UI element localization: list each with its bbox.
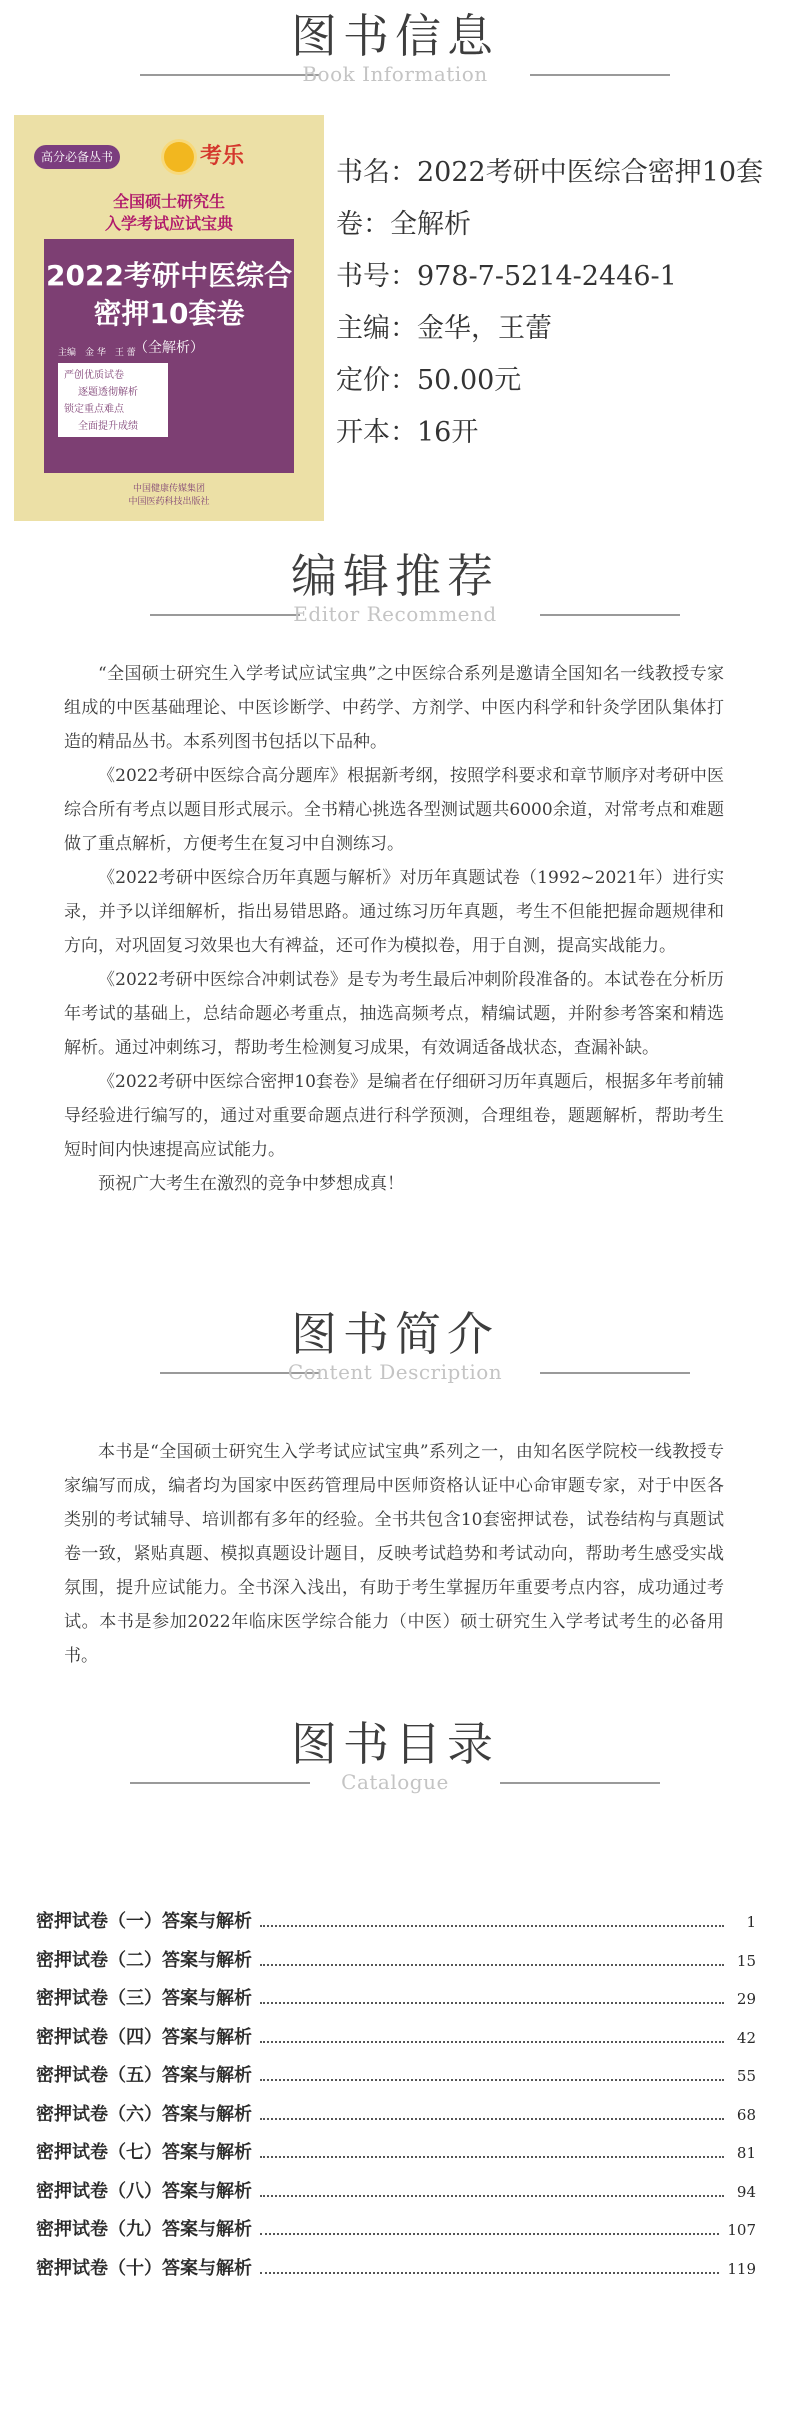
paragraph: 《2022考研中医综合高分题库》根据新考纲，按照学科要求和章节顺序对考研中医综合所有考点以题目形式展示。全书精心挑选各型测试题共6000余道，对常考点和难题做了重点解析，方便考生在复习中自测练习。 bbox=[64, 766, 724, 854]
section-header-content-description bbox=[0, 1306, 790, 1396]
catalogue-item[interactable] bbox=[36, 1980, 756, 2019]
paragraph: 预祝广大考生在激烈的竞争中梦想成真！ bbox=[98, 1174, 404, 1194]
catalogue-item-label: 密押试卷（四）答案与解析 bbox=[36, 2026, 252, 2048]
paragraph: 《2022考研中医综合冲刺试卷》是专为考生最后冲刺阶段准备的。本试卷在分析历年考试的基础上，总结命题必考重点，抽选高频考点，精编试题，并附参考答案和精选解析。通过冲刺练习，帮助考生检测复习成果，有效调适备战状态，查漏补缺。 bbox=[64, 970, 724, 1058]
section-subtitle: Content Description bbox=[287, 1360, 503, 1384]
editor-recommend-text bbox=[64, 657, 724, 1201]
catalogue-item-page: 1 bbox=[746, 1913, 756, 1931]
leader-dots bbox=[260, 2272, 719, 2274]
catalogue-item-label: 密押试卷（二）答案与解析 bbox=[36, 1949, 252, 1971]
leader-dots bbox=[260, 2041, 724, 2043]
section-title: 图书信息 bbox=[291, 9, 499, 63]
section-subtitle: Catalogue bbox=[341, 1770, 449, 1794]
book-isbn: 书号：978-7-5214-2446-1 bbox=[336, 261, 677, 292]
catalogue-item[interactable] bbox=[36, 2173, 756, 2212]
leader-dots bbox=[260, 2079, 724, 2081]
catalogue-item-page: 29 bbox=[736, 1990, 756, 2008]
cover-publisher: 中国健康传媒集团 中国医药科技出版社 bbox=[128, 484, 210, 507]
section-title: 图书目录 bbox=[291, 1717, 499, 1771]
book-editors: 主编：金华，王蕾 bbox=[336, 313, 552, 344]
book-name: 书名：2022考研中医综合密押10套卷：全解析 bbox=[336, 157, 764, 240]
section-subtitle: Editor Recommend bbox=[293, 602, 497, 626]
sun-icon bbox=[164, 142, 194, 172]
cover-features: 严创优质试卷 逐题透彻解析 锁定重点难点 全面提升成绩 bbox=[58, 363, 168, 437]
catalogue-list bbox=[36, 1903, 756, 2288]
catalogue-item[interactable] bbox=[36, 1942, 756, 1981]
catalogue-item[interactable] bbox=[36, 1903, 756, 1942]
section-title: 编辑推荐 bbox=[291, 549, 499, 603]
catalogue-item-page: 55 bbox=[736, 2067, 756, 2085]
catalogue-item-label: 密押试卷（三）答案与解析 bbox=[36, 1988, 252, 2009]
catalogue-item[interactable] bbox=[36, 2250, 756, 2289]
catalogue-item-label: 密押试卷（六）答案与解析 bbox=[36, 2103, 252, 2125]
leader-dots bbox=[260, 1964, 724, 1966]
book-cover bbox=[14, 115, 324, 521]
paragraph: “全国硕士研究生入学考试应试宝典”之中医综合系列是邀请全国知名一线教授专家组成的中医基础理论、中医诊断学、中药学、方剂学、中医内科学和针灸学团队集体打造的精品丛书。本系列图书包括以下品种。 bbox=[64, 664, 724, 752]
paragraph: 本书是“全国硕士研究生入学考试应试宝典”系列之一，由知名医学院校一线教授专家编写而成，编者均为国家中医药管理局中医师资格认证中心命审题专家，对于中医各类别的考试辅导、培训都有多年的经验。全书共包含10套密押试卷，试卷结构与真题试卷一致，紧贴真题、模拟真题设计题目，反映考试趋势和考试动向，帮助考生感受实战氛围，提升应试能力。全书深入浅出，有助于考生掌握历年重要考点内容，成功通过考试。本书是参加2022年临床医学综合能力（中医）硕士研究生入学考试考生的必备用书。 bbox=[64, 1442, 724, 1666]
catalogue-item[interactable] bbox=[36, 2019, 756, 2058]
cover-editors: 主编 金 华 王 蕾 bbox=[58, 348, 136, 358]
catalogue-item-page: 68 bbox=[736, 2105, 756, 2124]
cover-badge: 高分必备丛书 bbox=[34, 145, 120, 169]
catalogue-item-page: 94 bbox=[736, 2182, 756, 2201]
cover-plate bbox=[44, 239, 294, 473]
section-header-book-info bbox=[0, 8, 790, 98]
leader-dots bbox=[260, 2195, 724, 2197]
catalogue-item-label: 密押试卷（七）答案与解析 bbox=[36, 2142, 252, 2163]
book-details bbox=[336, 147, 786, 459]
catalogue-item-label: 密押试卷（十）答案与解析 bbox=[36, 2257, 252, 2279]
leader-dots bbox=[260, 2002, 724, 2004]
section-title: 图书简介 bbox=[291, 1307, 499, 1361]
publisher-logo: 考乐 bbox=[164, 137, 294, 177]
catalogue-item-label: 密押试卷（五）答案与解析 bbox=[36, 2065, 252, 2086]
paragraph: 《2022考研中医综合历年真题与解析》对历年真题试卷（1992~2021年）进行实录，并予以详细解析，指出易错思路。通过练习历年真题，考生不但能把握命题规律和方向，对巩固复习效果也大有裨益，还可作为模拟卷，用于自测，提高实战能力。 bbox=[64, 868, 724, 956]
cover-title: 2022考研中医综合 密押10套卷 bbox=[46, 259, 292, 330]
catalogue-item[interactable] bbox=[36, 2211, 756, 2250]
catalogue-item[interactable] bbox=[36, 2134, 756, 2173]
catalogue-item[interactable] bbox=[36, 2057, 756, 2096]
catalogue-item[interactable] bbox=[36, 2096, 756, 2135]
leader-dots bbox=[260, 2156, 724, 2158]
catalogue-item-label: 密押试卷（一）答案与解析 bbox=[36, 1911, 252, 1932]
content-description-text bbox=[64, 1435, 724, 1673]
catalogue-item-page: 119 bbox=[727, 2259, 756, 2278]
leader-dots bbox=[260, 2118, 724, 2120]
book-format: 开本：16开 bbox=[336, 417, 479, 448]
catalogue-item-page: 107 bbox=[727, 2221, 756, 2239]
book-price: 定价：50.00元 bbox=[336, 365, 522, 396]
leader-dots bbox=[260, 2233, 719, 2235]
catalogue-item-page: 15 bbox=[736, 1951, 756, 1970]
catalogue-item-label: 密押试卷（九）答案与解析 bbox=[36, 2219, 252, 2240]
leader-dots bbox=[260, 1925, 724, 1927]
cover-title-sub: （全解析） bbox=[134, 340, 204, 356]
section-subtitle: Book Information bbox=[302, 62, 488, 86]
section-header-catalogue bbox=[0, 1716, 790, 1806]
paragraph: 《2022考研中医综合密押10套卷》是编者在仔细研习历年真题后，根据多年考前辅导经验进行编写的，通过对重要命题点进行科学预测，合理组卷，题题解析，帮助考生短时间内快速提高应试能力。 bbox=[64, 1072, 724, 1160]
section-header-editor-recommend bbox=[0, 548, 790, 638]
catalogue-item-page: 42 bbox=[736, 2028, 756, 2047]
catalogue-item-label: 密押试卷（八）答案与解析 bbox=[36, 2180, 252, 2202]
catalogue-item-page: 81 bbox=[736, 2144, 756, 2162]
cover-series: 全国硕士研究生 入学考试应试宝典 bbox=[104, 192, 233, 233]
